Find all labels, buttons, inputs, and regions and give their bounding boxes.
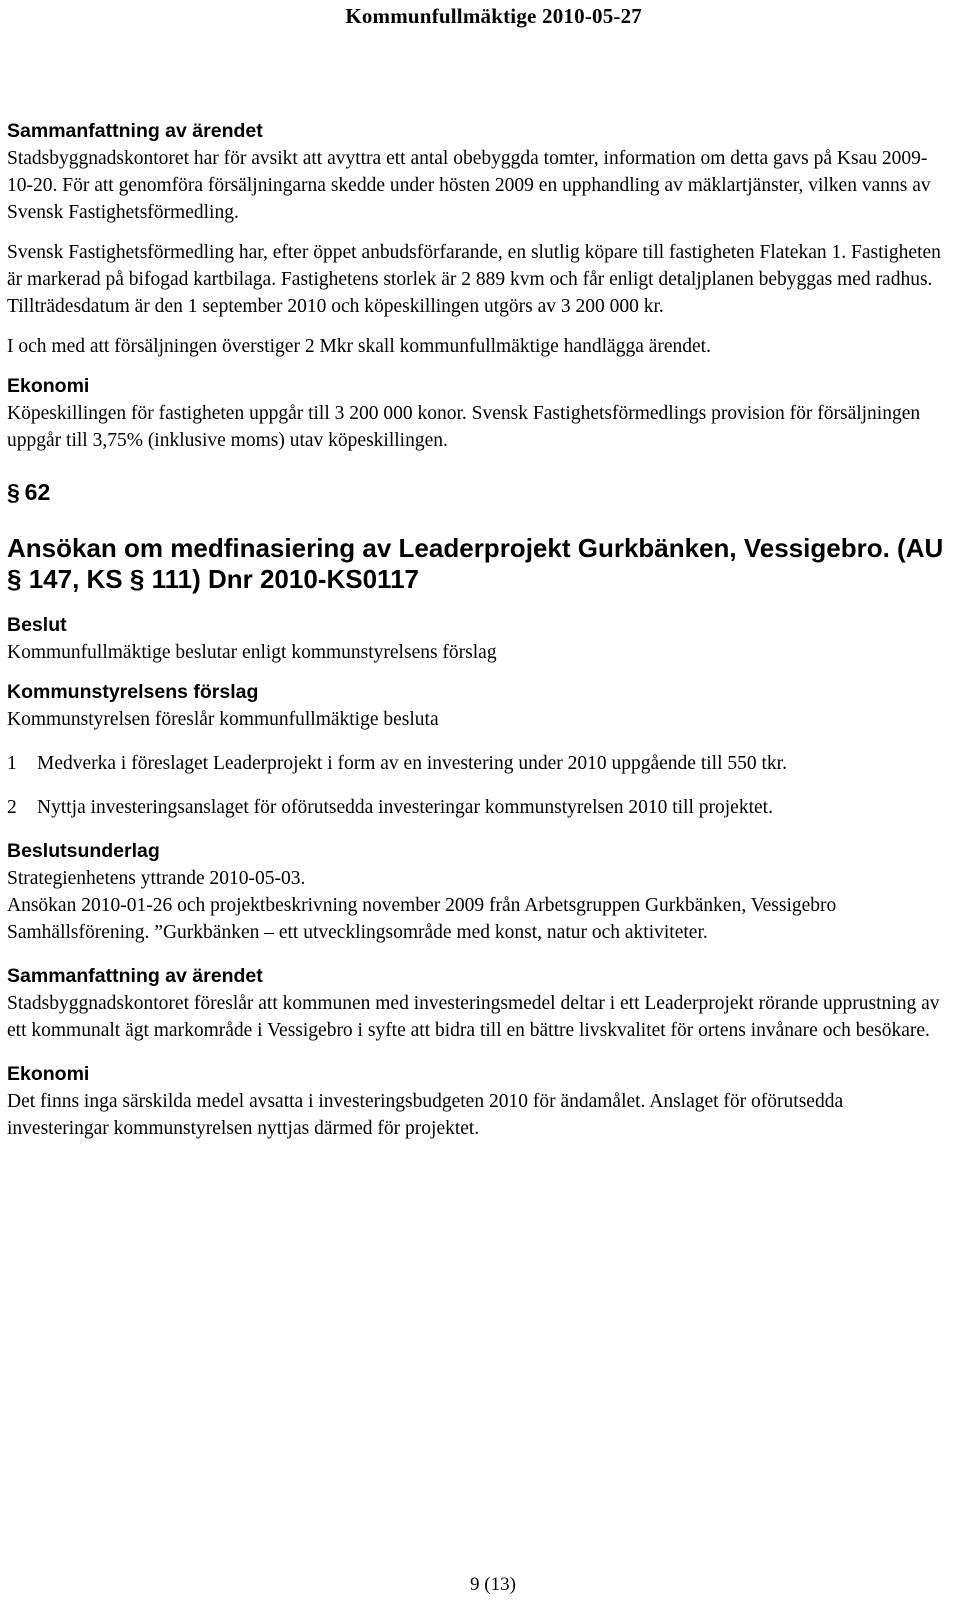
section-number-value: 62 — [24, 479, 51, 505]
section-number — [7, 476, 947, 511]
page-header: Kommunfullmäktige 2010-05-27 — [345, 4, 642, 28]
summary-text: Stadsbyggnadskontoret föreslår att kommunen med investeringsmedel deltar i ett Leaderprojekt rörande upprustning av ett kommunalt ägt markområde i Vessigebro i syfte att bidra till en bättre livskvalitet för ortens invånare och besökare. — [7, 993, 940, 1041]
summary-heading: Sammanfattning av ärendet — [7, 965, 263, 987]
basis-heading: Beslutsunderlag — [7, 840, 160, 862]
decision-text: Kommunfullmäktige beslutar enligt kommunstyrelsens förslag — [7, 642, 497, 663]
basis-text: Strategienhetens yttrande 2010-05-03. — [7, 868, 306, 889]
economy-text: Köpeskillingen för fastigheten uppgår till 3 200 000 konor. Svensk Fastighetsförmedlings provision för försäljningen uppgår till 3,75% (inklusive moms) utav köpeskillingen. — [7, 403, 921, 451]
summary-heading: Sammanfattning av ärendet — [7, 120, 263, 142]
economy-heading: Ekonomi — [7, 375, 90, 397]
section-symbol: § — [7, 564, 22, 594]
document-body — [7, 118, 947, 1142]
page-number: 9 (13) — [470, 1574, 516, 1595]
economy-heading: Ekonomi — [7, 1063, 90, 1085]
list-item: 2 Nyttja investeringsanslaget för oförutsedda investeringar kommunstyrelsen 2010 till projektet. — [7, 797, 773, 818]
economy-text: Det finns inga särskilda medel avsatta i investeringsbudgeten 2010 för ändamålet. Anslaget för oförutsedda investeringar kommunstyrelsen nyttjas därmed för projektet. — [7, 1091, 844, 1139]
section-symbol: § — [7, 479, 20, 505]
list-item: 1 Medverka i föreslaget Leaderprojekt i form av en investering under 2010 uppgående till 550 tkr. — [7, 753, 787, 774]
proposal-heading: Kommunstyrelsens förslag — [7, 681, 259, 703]
section-symbol: § — [129, 564, 145, 594]
summary-text: Stadsbyggnadskontoret har för avsikt att avyttra ett antal obebyggda tomter, information om detta gavs på Ksau 2009-10-20. För att genomföra försäljningarna skedde under hösten 2009 en upphandling av mäklartjänster, vilken vanns av Svensk Fastighetsförmedling. — [7, 148, 931, 223]
proposal-text: Kommunstyrelsen föreslår kommunfullmäktige besluta — [7, 709, 439, 730]
basis-text: Ansökan 2010-01-26 och projektbeskrivning november 2009 från Arbetsgruppen Gurkbänken, Vessigebro Samhällsförening. ”Gurkbänken – ett utvecklingsområde med konst, natur och aktiviteter. — [7, 895, 837, 943]
paragraph: Svensk Fastighetsförmedling har, efter öppet anbudsförfarande, en slutlig köpare till fastigheten Flatekan 1. Fastigheten är markerad på bifogad kartbilaga. Fastighetens storlek är 2 889 kvm och får enligt detaljplanen bebyggas med radhus. Tillträdesdatum är den 1 september 2010 och köpeskillingen utgörs av 3 200 000 kr. — [7, 242, 941, 317]
paragraph: I och med att försäljningen överstiger 2 Mkr skall kommunfullmäktige handlägga ärendet. — [7, 336, 711, 357]
section-title: Ansökan om medfinasiering av Leaderprojekt Gurkbänken, Vessigebro. (AU § 147, KS § 111) Dnr 2010-KS0117 — [7, 533, 944, 594]
decision-heading: Beslut — [7, 614, 67, 636]
